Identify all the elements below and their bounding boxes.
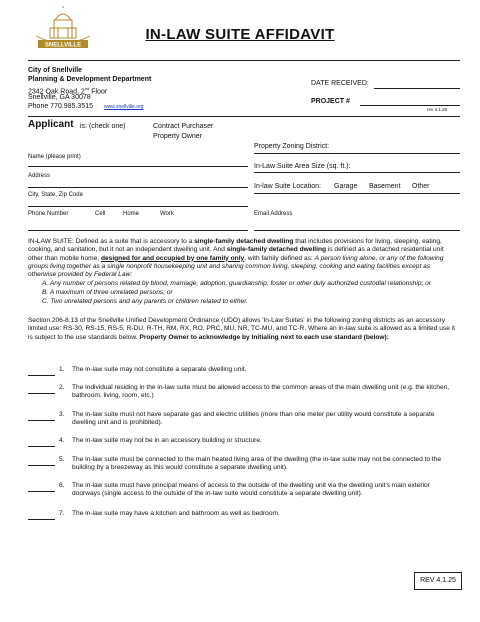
- initials-field[interactable]: [28, 446, 55, 447]
- family-definition-b: B. A maximum of three unrelated persons; or: [42, 289, 173, 296]
- initials-field[interactable]: [28, 393, 55, 394]
- applicant-check-hint: is: (check one): [80, 123, 126, 130]
- initials-field[interactable]: [28, 420, 55, 421]
- location-garage-option[interactable]: Garage: [334, 183, 358, 190]
- section-rule: [28, 116, 460, 117]
- phone-work-option[interactable]: Work: [160, 211, 174, 217]
- date-received-label: DATE RECEIVED:: [311, 80, 369, 87]
- location-label: In-law Suite Location:: [254, 183, 321, 190]
- address-field[interactable]: [28, 187, 248, 188]
- zoning-label: Property Zoning District:: [254, 143, 330, 150]
- phone-home-option[interactable]: Home: [123, 211, 140, 217]
- phone-label: Phone Number: [28, 211, 69, 217]
- city-field[interactable]: [28, 206, 248, 207]
- revision-box: REV 4.1.25: [414, 572, 462, 590]
- project-label: PROJECT #: [311, 98, 350, 105]
- definition-paragraph: IN-LAW SUITE: Defined as a suite that is accessory to a single-family detached dwelling that includes provisions for living, sleeping, eating, cooking, and sanitation, but it not an independent dwelling unit. And single-family detached dwelling is defined as a detached residential unit other than mobile home, designed for and occupied by one family only, with family defined as: A person living alone, or any of the following groups living together as a single nonprofit housekeeping unit and sharing common living, sleeping, cooking and eating facilities except as otherwise provided by Federal Law:: [28, 238, 444, 279]
- option-contract-purchaser[interactable]: Contract Purchaser: [153, 123, 214, 130]
- address-label: Address: [28, 173, 51, 179]
- name-label: Name (please print): [28, 154, 81, 160]
- area-label: In-Law Suite Area Size (sq. ft.):: [254, 163, 351, 170]
- area-field[interactable]: [254, 172, 460, 173]
- city-label: City, State, Zip Code: [28, 192, 83, 198]
- org-phone: Phone 770.985.3515: [28, 103, 94, 110]
- date-received-field[interactable]: [374, 88, 460, 89]
- location-basement-option[interactable]: Basement: [369, 183, 401, 190]
- org-name: City of Snellville: [28, 67, 83, 74]
- initials-field[interactable]: [28, 491, 55, 492]
- website-link[interactable]: www.snellville.org: [104, 104, 144, 110]
- email-field[interactable]: [254, 230, 460, 231]
- initials-field[interactable]: [28, 375, 55, 376]
- initials-field[interactable]: [28, 519, 55, 520]
- applicant-label: Applicant: [28, 119, 74, 130]
- org-address1: 2342 Oak Road, 2nd Floor: [28, 86, 108, 96]
- family-definition-a: A. Any number of persons related by blood, marriage, adoption, guardianship, foster or other duly authorized custodial relationship; or: [42, 280, 432, 287]
- rev-small: rev 4.1.25: [427, 107, 448, 112]
- initials-field[interactable]: [28, 465, 55, 466]
- zoning-field[interactable]: [254, 153, 460, 154]
- family-definition-c: C. Two unrelated persons and any parents or children related to either.: [42, 298, 248, 305]
- option-property-owner[interactable]: Property Owner: [153, 133, 203, 140]
- logo-text: SNELLVILLE: [44, 42, 82, 49]
- section-paragraph: Section 206-8.13 of the Snellville Unified Development Ordinance (UDO) allows 'In-Law Suites' in the following zoning districts as an accessory limited use: RS-30, RS-15, RS-5, R-DU, R-TH, RM, RX, RO, PRC, MU, NR, TC-MU, and TC-R. Where an in-law suite is allowed as a limited use it is subject to the use standards below. Property Owner to acknowledge by Initialing next to each use standard (below):: [28, 317, 455, 341]
- phone-cell-option[interactable]: Cell: [95, 211, 106, 217]
- name-field[interactable]: [28, 166, 248, 167]
- location-other-option[interactable]: Other: [412, 183, 430, 190]
- org-dept: Planning & Development Department: [28, 76, 152, 83]
- title-rule: [28, 60, 460, 61]
- page-title: IN-LAW SUITE AFFIDAVIT: [145, 26, 335, 43]
- email-label: Email Address: [254, 211, 293, 217]
- location-field[interactable]: [254, 193, 460, 194]
- org-address2: Snellville, GA 30078: [28, 94, 91, 101]
- phone-field[interactable]: [28, 230, 248, 231]
